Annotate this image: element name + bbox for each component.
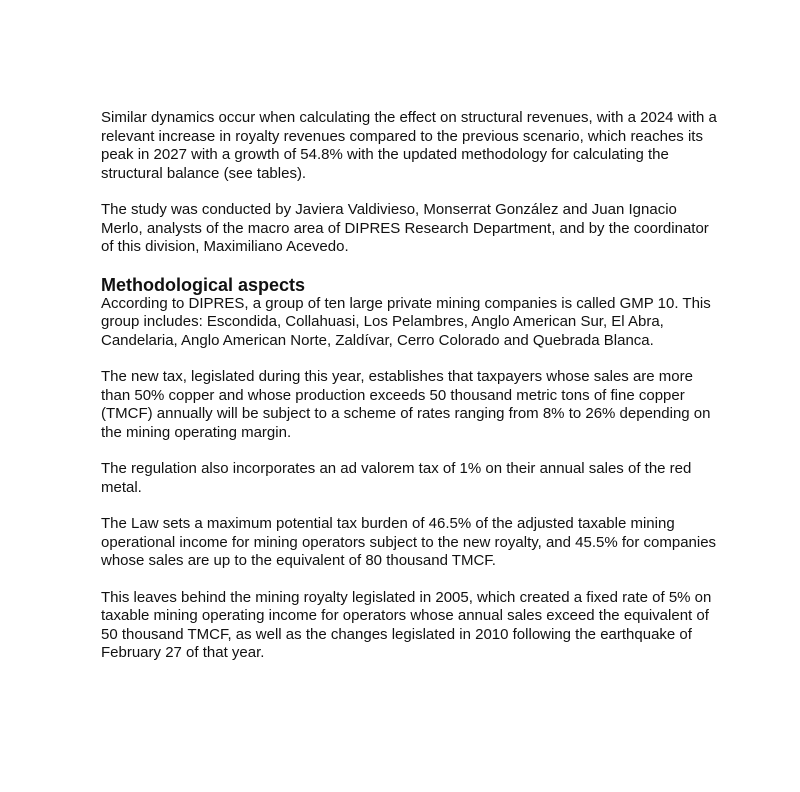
- paragraph-2005-royalty: This leaves behind the mining royalty legislated in 2005, which created a fixed rate of 5% on taxable mining operating income for operators whose annual sales exceed the equivalent of 50 thousand TMCF, as well as the changes legislated in 2010 following the earthquake of February 27 of that year.: [101, 588, 712, 661]
- paragraph-max-tax-burden: The Law sets a maximum potential tax burden of 46.5% of the adjusted taxable mining operational income for mining operators subject to the new royalty, and 45.5% for companies whose sales are up to the equivalent of 80 thousand TMCF.: [101, 515, 717, 569]
- intro-paragraph-structural-revenues: Similar dynamics occur when calculating the effect on structural revenues, with a 2024 with a relevant increase in royalty revenues compared to the previous scenario, which reaches its peak in 2027 with a growth of 54.8% with the updated methodology for calculating the structural balance (see tables).: [101, 109, 717, 182]
- paragraph-new-tax: The new tax, legislated during this year, establishes that taxpayers whose sales are more than 50% copper and whose production exceeds 50 thousand metric tons of fine copper (TMCF) annually will be subject to a scheme of rates ranging from 8% to 26% depending on the mining operating margin.: [101, 368, 711, 441]
- section-heading-methodological-aspects: Methodological aspects: [101, 274, 306, 295]
- paragraph-gmp10-definition: According to DIPRES, a group of ten large private mining companies is called GMP 10. This group includes: Escondida, Collahuasi, Los Pelambres, Anglo American Sur, El Abra, Candelaria, Anglo American Norte, Zaldívar, Cerro Colorado and Quebrada Blanca.: [101, 294, 711, 349]
- intro-paragraph-study-authors: The study was conducted by Javiera Valdivieso, Monserrat González and Juan Ignacio Merlo, analysts of the macro area of DIPRES Research Department, and by the coordinator of this division, Maximiliano Acevedo.: [101, 201, 709, 255]
- paragraph-ad-valorem: The regulation also incorporates an ad valorem tax of 1% on their annual sales of the red metal.: [101, 460, 692, 496]
